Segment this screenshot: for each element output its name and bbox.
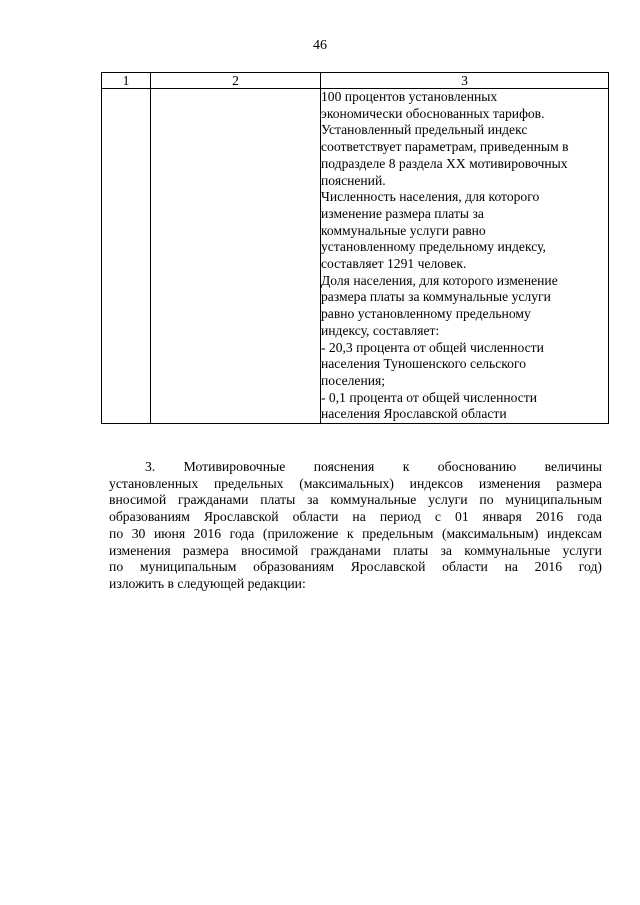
cell-text-line: установленному предельному индексу, <box>321 239 546 255</box>
paragraph-line: по муниципальным образованиям Ярославской области на 2016 год) <box>109 559 602 575</box>
table-header-cell: 3 <box>321 73 609 89</box>
cell-text-line: 100 процентов установленных <box>321 89 498 104</box>
cell-text-line: Доля населения, для которого изменение <box>321 272 558 288</box>
table-cell-col1 <box>102 89 151 424</box>
paragraph-line: 3. Мотивировочные пояснения к обоснованию величины <box>145 459 602 474</box>
cell-text-line: индексу, составляет: <box>321 322 440 338</box>
paragraph-line: образованиям Ярославской области на период с 01 января 2016 года <box>109 509 602 525</box>
cell-text-line: Численность населения, для которого <box>321 189 540 205</box>
cell-text-line: поселения; <box>321 372 386 388</box>
table-cell-col2 <box>151 89 321 424</box>
table-header-row <box>102 73 609 89</box>
paragraph-line: вносимой гражданами платы за коммунальные услуги по муниципальным <box>109 492 602 508</box>
cell-text-line: составляет 1291 человек. <box>321 256 467 272</box>
table-cell-col3 <box>321 89 609 424</box>
data-table <box>101 72 609 424</box>
cell-text-line: Установленный предельный индекс <box>321 122 528 138</box>
cell-text-line: соответствует параметрам, приведенным в <box>321 139 569 155</box>
page-number: 46 <box>313 38 327 53</box>
cell-text-line: пояснений. <box>321 172 386 188</box>
paragraph-line: изменения размера вносимой гражданами платы за коммунальные услуги <box>109 542 602 558</box>
cell-text-line: изменение размера платы за <box>321 205 484 221</box>
table-header-cell: 1 <box>102 73 151 89</box>
cell-text-line: подразделе 8 раздела XX мотивировочных <box>321 155 568 171</box>
cell-text-line: равно установленному предельному <box>321 306 531 322</box>
cell-text-line: населения Туношенского сельского <box>321 356 527 372</box>
cell-text-line: - 20,3 процента от общей численности <box>321 339 544 355</box>
paragraph-line: установленных предельных (максимальных) индексов изменения размера <box>109 475 602 491</box>
cell-text-line: населения Ярославской области <box>321 406 507 422</box>
paragraph-line: изложить в следующей редакции: <box>109 575 306 591</box>
table-header-cell: 2 <box>151 73 321 89</box>
body-paragraph <box>109 459 602 593</box>
cell-text-line: - 0,1 процента от общей численности <box>321 389 538 405</box>
cell-text-line: экономически обоснованных тарифов. <box>321 105 545 121</box>
cell-text-line: коммунальные услуги равно <box>321 222 486 238</box>
table-row <box>102 89 609 424</box>
paragraph-line: по 30 июня 2016 года (приложение к предельным (максимальным) индексам <box>109 525 602 541</box>
cell-text-line: размера платы за коммунальные услуги <box>321 289 551 305</box>
